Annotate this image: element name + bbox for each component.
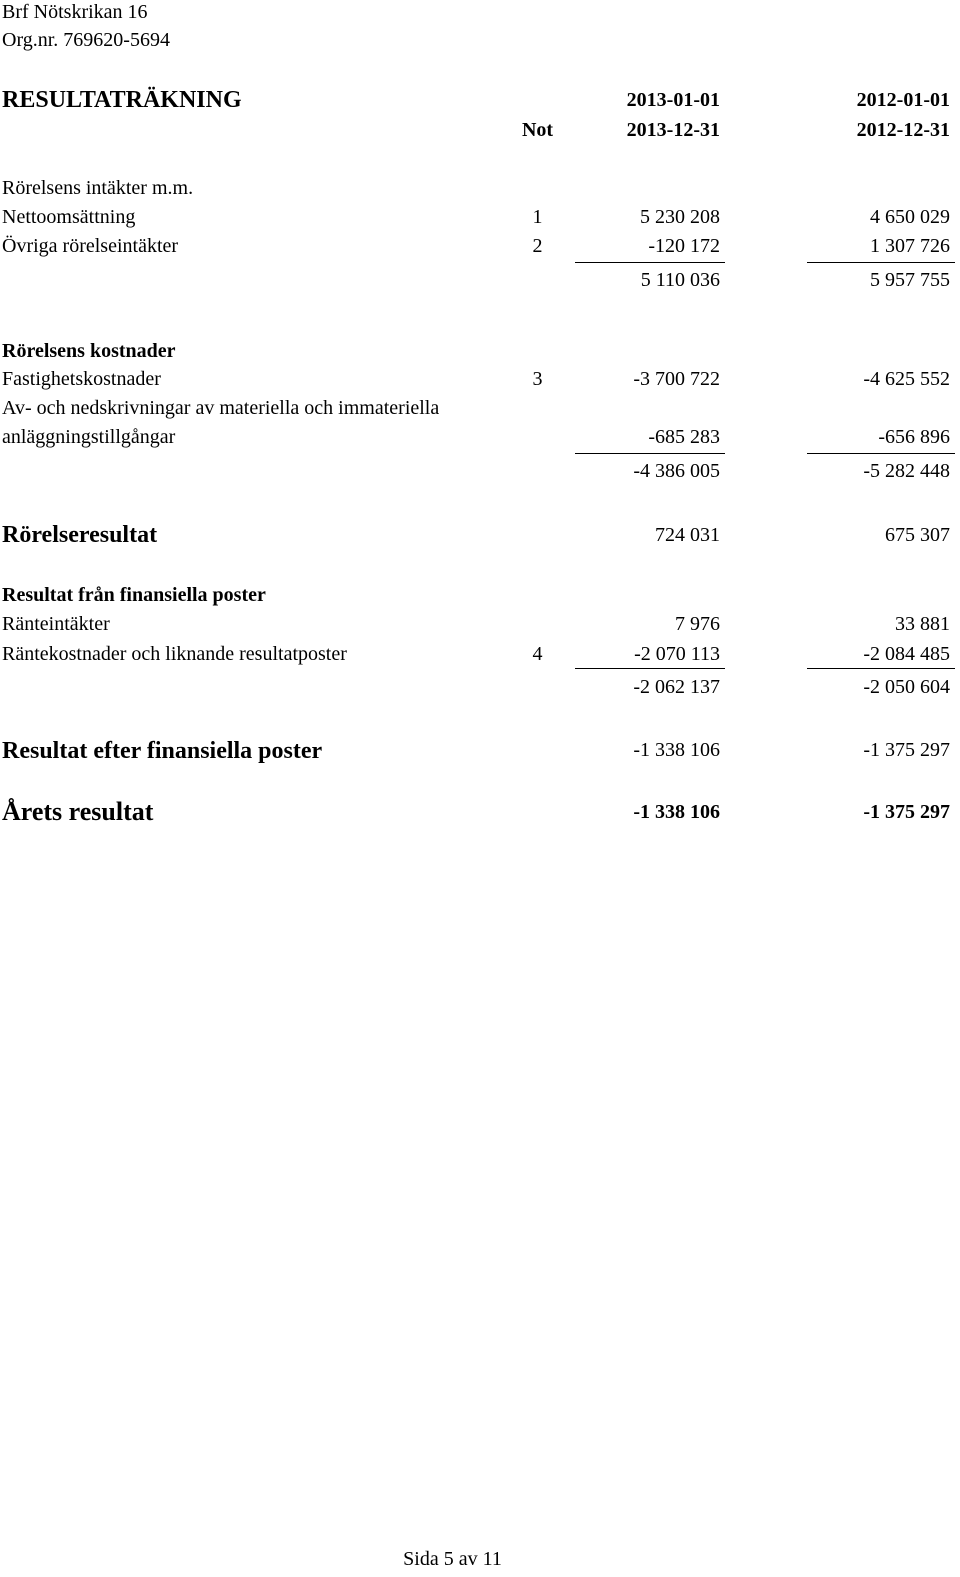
row-label: Räntekostnader och liknande resultatposter [2,643,347,665]
operating-result-current: 724 031 [655,524,720,546]
net-result-current: -1 338 106 [633,801,720,823]
row-note: 1 [532,206,543,228]
row-previous-value: 4 650 029 [870,206,950,228]
operating-result-previous: 675 307 [885,524,950,546]
row-current-value: -685 283 [648,426,720,448]
row-current-value: -120 172 [648,235,720,257]
revenue-heading: Rörelsens intäkter m.m. [2,177,194,199]
current-period-to: 2013-12-31 [626,119,720,141]
row-previous-value: 1 307 726 [870,235,950,257]
row-label: Nettoomsättning [2,206,136,228]
row-previous-value: 33 881 [895,613,950,635]
subtotal-previous-value: -2 050 604 [863,676,950,698]
result-after-financial-label: Resultat efter finansiella poster [2,738,323,764]
subtotal-current-value: -4 386 005 [633,460,720,482]
operating-result-label: Rörelseresultat [2,522,158,548]
page-title: RESULTATRÄKNING [2,87,242,113]
page-number: Sida 5 av 11 [403,1548,502,1570]
previous-period-from: 2012-01-01 [856,89,950,111]
previous-period-to: 2012-12-31 [856,119,950,141]
result-after-financial-current: -1 338 106 [633,739,720,761]
row-current-value: -2 070 113 [634,643,720,665]
costs-heading: Rörelsens kostnader [2,340,176,362]
company-name: Brf Nötskrikan 16 [2,1,148,23]
org-number: Org.nr. 769620-5694 [2,29,170,51]
row-note: 3 [532,368,543,390]
subtotal-rule [575,668,725,669]
note-column-header: Not [521,119,554,141]
net-result-label: Årets resultat [2,797,154,826]
subtotal-current-value: 5 110 036 [640,269,720,291]
row-label-line2: anläggningstillgångar [2,426,176,448]
subtotal-rule [575,453,725,454]
subtotal-previous-value: -5 282 448 [863,460,950,482]
row-note: 4 [532,643,543,665]
row-current-value: 7 976 [675,613,720,635]
financial-heading: Resultat från finansiella poster [2,584,266,606]
row-label-line1: Av- och nedskrivningar av materiella och immateriella [2,397,440,419]
row-label: Övriga rörelseintäkter [2,235,179,257]
row-previous-value: -656 896 [878,426,950,448]
subtotal-current-value: -2 062 137 [633,676,720,698]
subtotal-previous-value: 5 957 755 [870,269,950,291]
subtotal-rule [807,668,955,669]
row-label: Fastighetskostnader [2,368,161,390]
row-current-value: 5 230 208 [640,206,720,228]
subtotal-rule [807,453,955,454]
result-after-financial-previous: -1 375 297 [863,739,950,761]
row-note: 2 [532,235,543,257]
subtotal-rule [575,262,725,263]
row-label: Ränteintäkter [2,613,110,635]
net-result-previous: -1 375 297 [863,801,950,823]
row-previous-value: -2 084 485 [863,643,950,665]
row-previous-value: -4 625 552 [863,368,950,390]
current-period-from: 2013-01-01 [626,89,720,111]
subtotal-rule [807,262,955,263]
row-current-value: -3 700 722 [633,368,720,390]
